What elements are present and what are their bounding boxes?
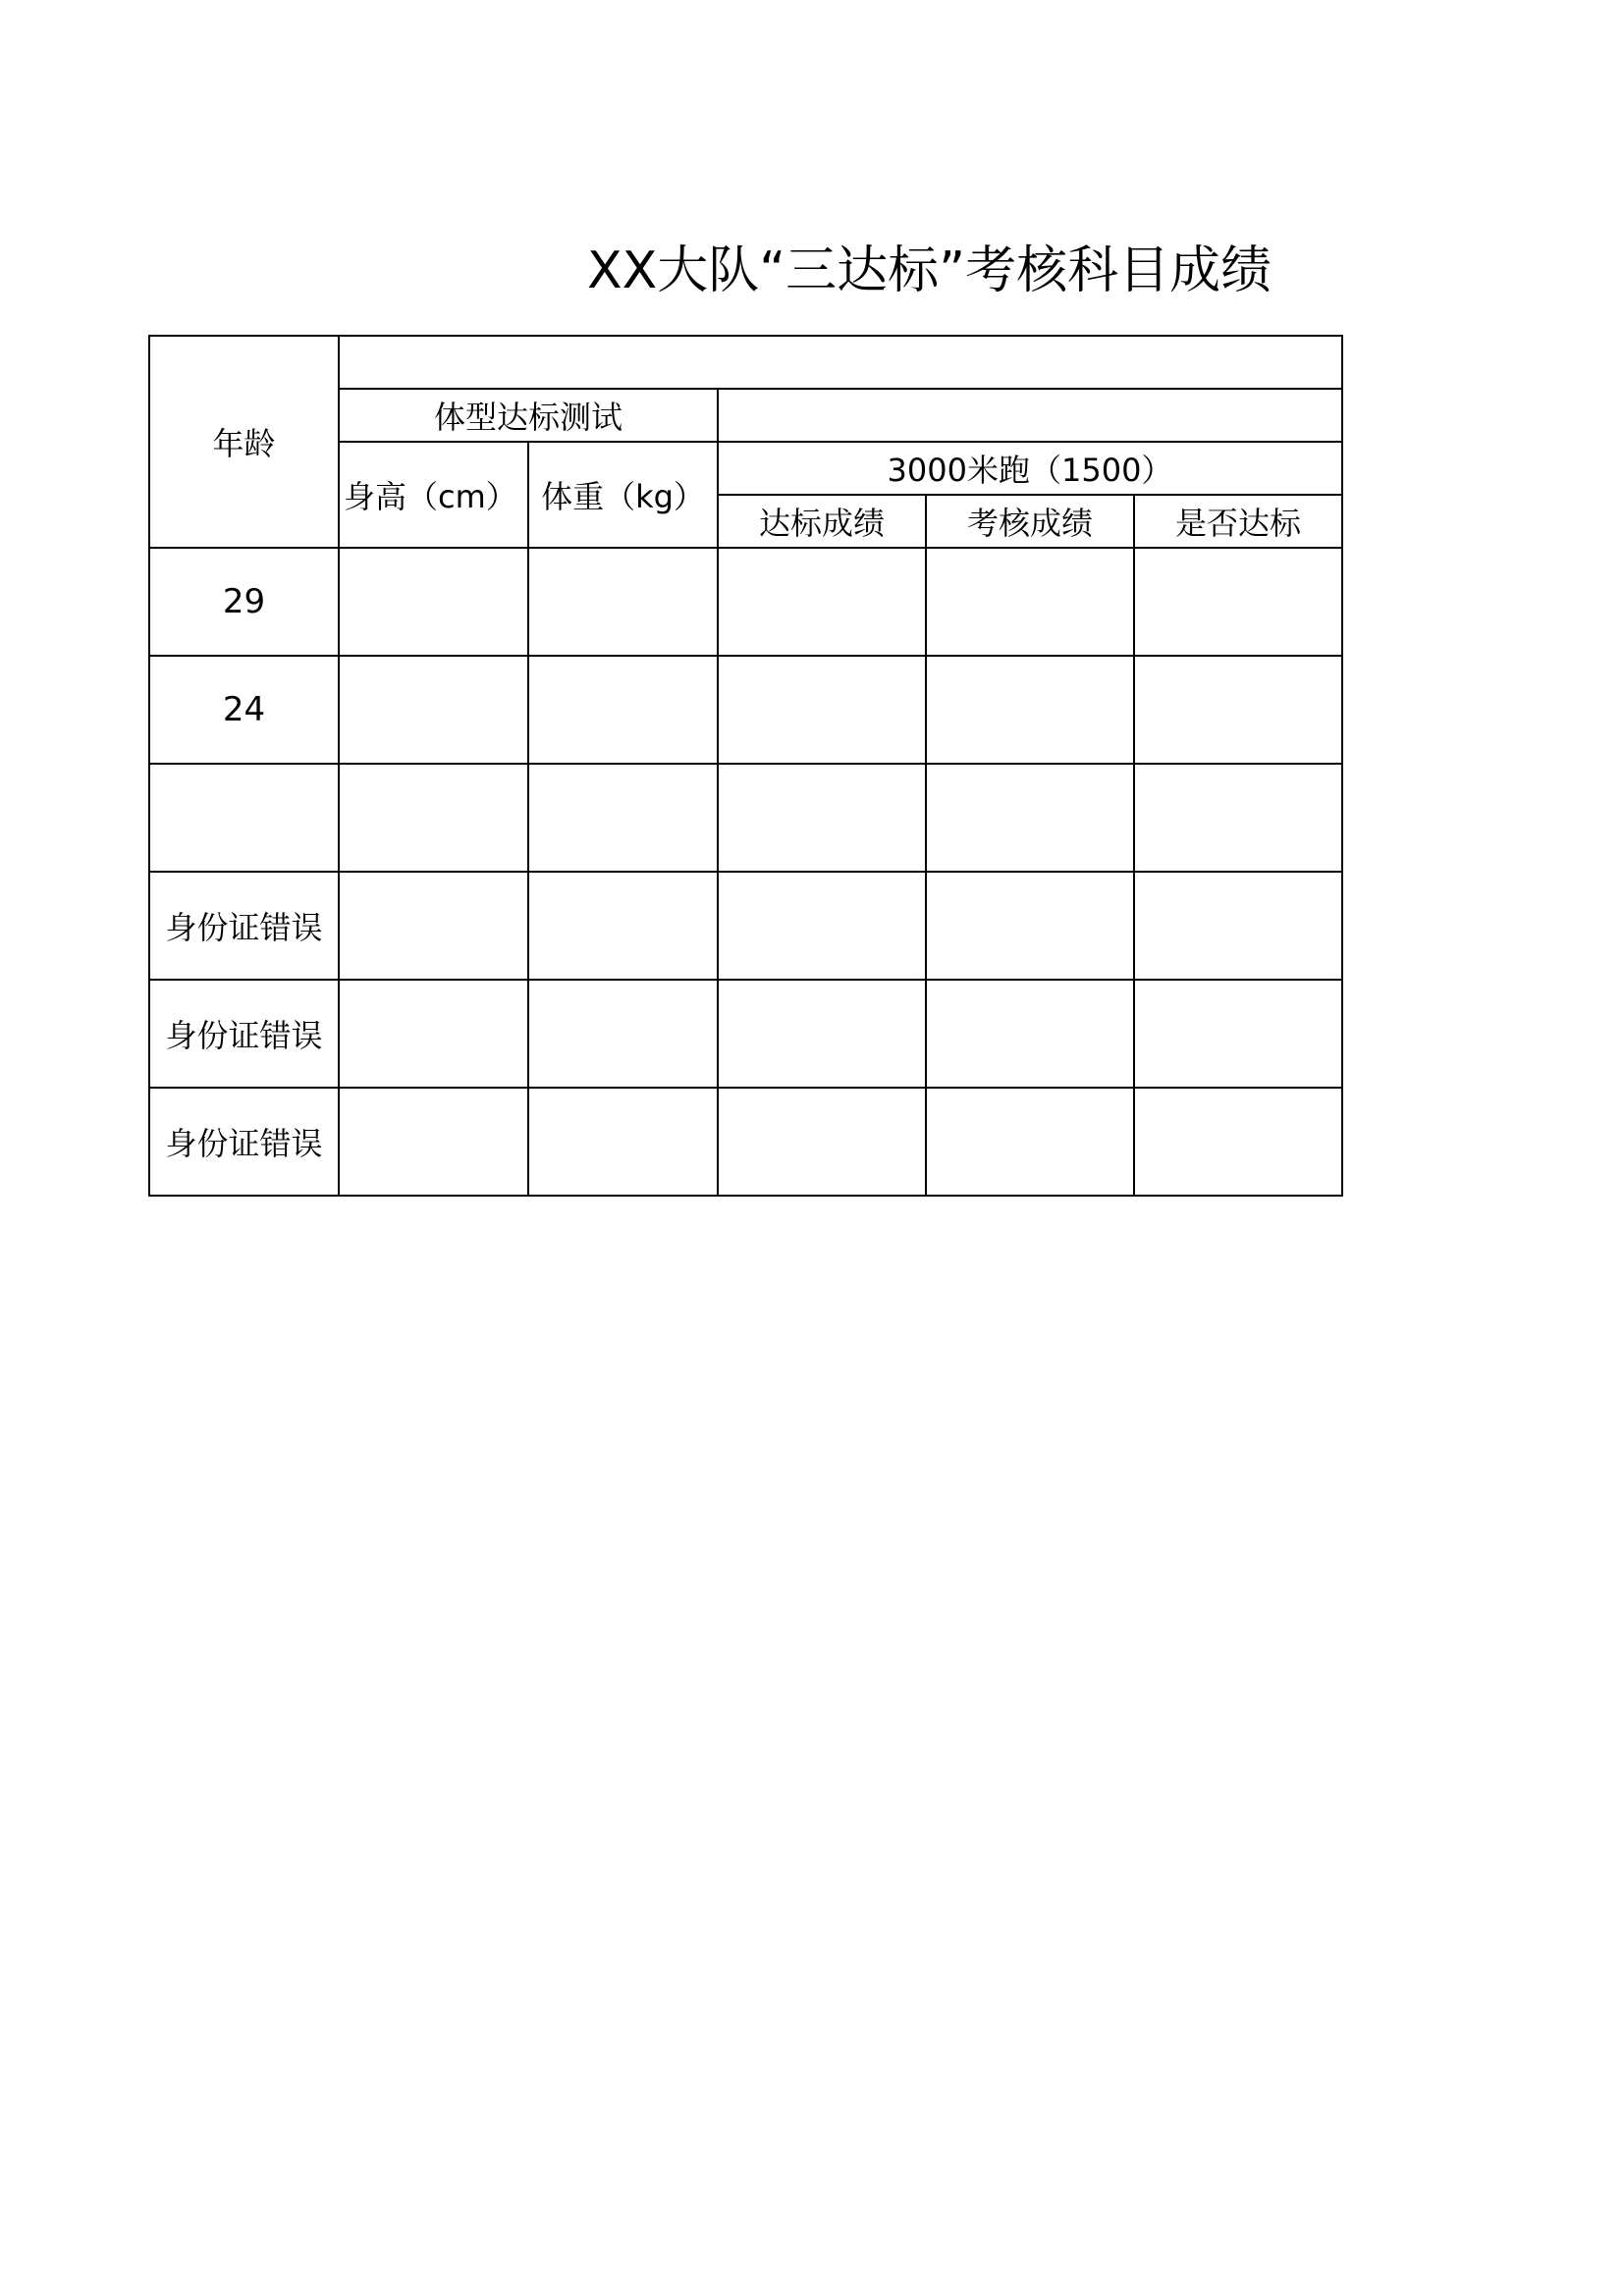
height-cell (339, 1088, 528, 1196)
age-cell: 身份证错误 (149, 1088, 339, 1196)
standard-score-cell (718, 980, 926, 1088)
standard-score-cell (718, 548, 926, 656)
score-table (148, 335, 1343, 1197)
age-cell: 24 (149, 656, 339, 764)
is-qualified-cell (1134, 872, 1342, 980)
assessment-score-cell (926, 980, 1134, 1088)
age-cell (149, 764, 339, 872)
header-standard-score: 达标成绩 (718, 495, 926, 548)
table-row (149, 764, 1342, 872)
is-qualified-cell (1134, 548, 1342, 656)
age-cell: 29 (149, 548, 339, 656)
height-cell (339, 656, 528, 764)
weight-cell (528, 872, 718, 980)
height-cell (339, 548, 528, 656)
header-empty-group (718, 389, 1342, 442)
header-assessment-score: 考核成绩 (926, 495, 1134, 548)
header-age: 年龄 (149, 336, 339, 548)
header-height: 身高（cm） (339, 442, 528, 548)
table-row (149, 1088, 1342, 1196)
height-cell (339, 872, 528, 980)
header-weight: 体重（kg） (528, 442, 718, 548)
standard-score-cell (718, 1088, 926, 1196)
height-cell (339, 980, 528, 1088)
weight-cell (528, 764, 718, 872)
weight-cell (528, 1088, 718, 1196)
assessment-score-cell (926, 872, 1134, 980)
table-row (149, 980, 1342, 1088)
weight-cell (528, 548, 718, 656)
header-run-3000m: 3000米跑（1500） (718, 442, 1342, 495)
weight-cell (528, 980, 718, 1088)
table-row (149, 872, 1342, 980)
is-qualified-cell (1134, 980, 1342, 1088)
height-cell (339, 764, 528, 872)
standard-score-cell (718, 764, 926, 872)
header-body-shape-test: 体型达标测试 (339, 389, 718, 442)
standard-score-cell (718, 656, 926, 764)
header-is-qualified: 是否达标 (1134, 495, 1342, 548)
is-qualified-cell (1134, 656, 1342, 764)
weight-cell (528, 656, 718, 764)
header-empty-top (339, 336, 1342, 389)
is-qualified-cell (1134, 1088, 1342, 1196)
table-row (149, 548, 1342, 656)
assessment-score-cell (926, 656, 1134, 764)
age-cell: 身份证错误 (149, 980, 339, 1088)
standard-score-cell (718, 872, 926, 980)
page-title: XX大队“三达标”考核科目成绩 (587, 241, 1272, 300)
age-cell: 身份证错误 (149, 872, 339, 980)
assessment-score-cell (926, 1088, 1134, 1196)
assessment-score-cell (926, 764, 1134, 872)
table-row (149, 656, 1342, 764)
is-qualified-cell (1134, 764, 1342, 872)
assessment-score-cell (926, 548, 1134, 656)
